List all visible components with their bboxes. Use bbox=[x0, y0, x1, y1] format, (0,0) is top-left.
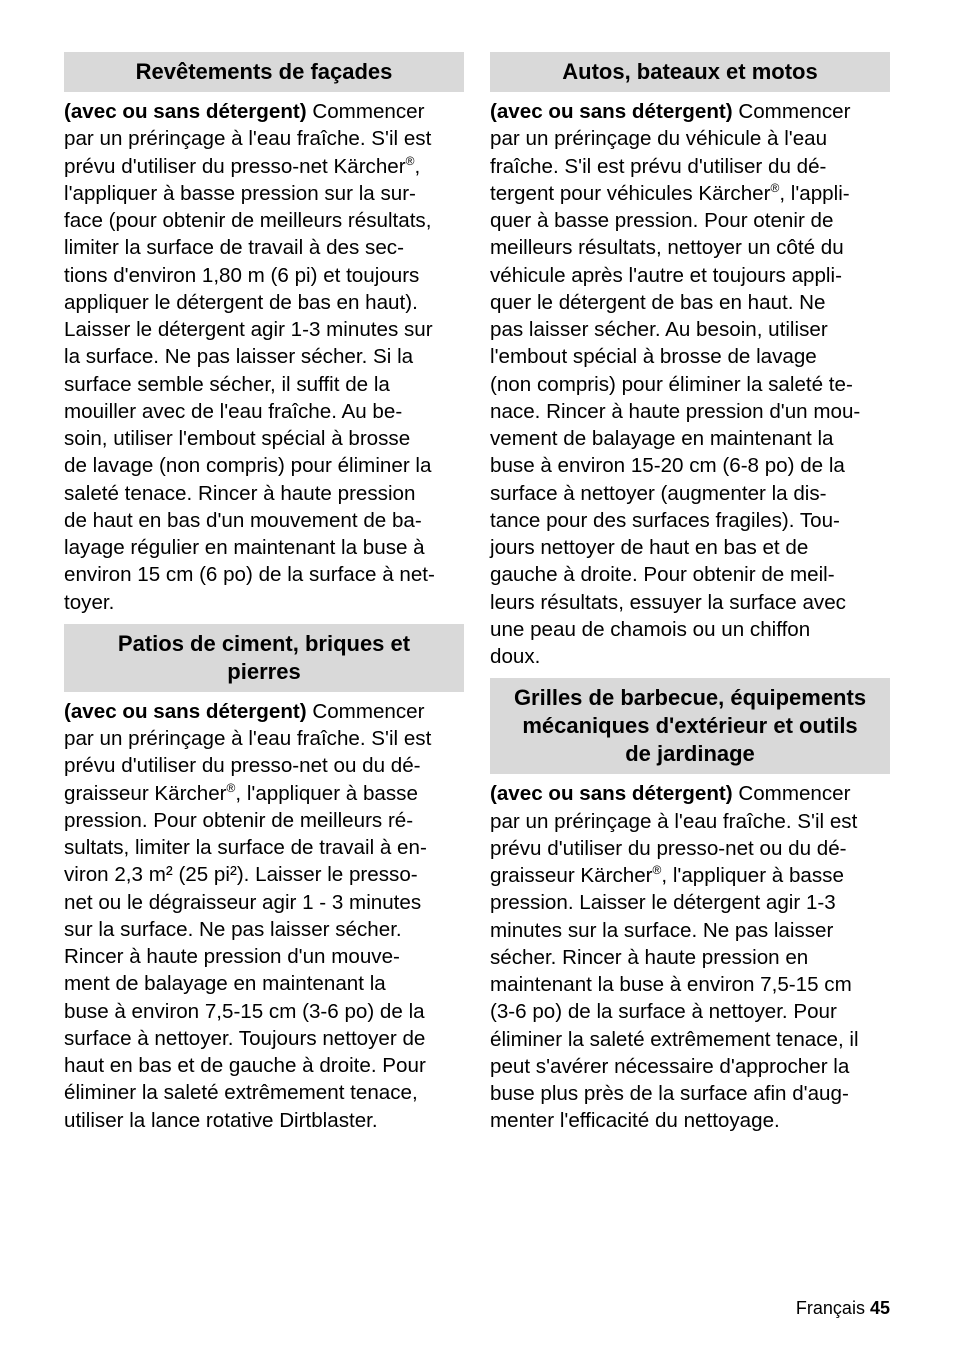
body-text: limiter la surface de travail à des sec- bbox=[64, 236, 404, 260]
section-patios bbox=[64, 624, 464, 1134]
body-text: sur la surface. Ne pas laisser sécher. bbox=[64, 917, 402, 941]
body-text: gauche à droite. Pour obtenir de meil- bbox=[490, 563, 835, 587]
body-text: surface à nettoyer. Toujours nettoyer de bbox=[64, 1026, 426, 1050]
heading-line: Patios de ciment, briques et bbox=[117, 630, 411, 656]
registered-mark: ® bbox=[226, 780, 236, 795]
heading-line: pierres bbox=[227, 658, 301, 684]
body-text: pression. Pour obtenir de meilleurs ré- bbox=[64, 808, 414, 832]
body-text: fraîche. S'il est prévu d'utiliser du dé- bbox=[490, 154, 827, 178]
body-text: Laisser le détergent agir 1-3 minutes sur bbox=[64, 318, 433, 341]
body-text: ment de balayage en maintenant la bbox=[64, 972, 386, 996]
body-text: buse à environ 15-20 cm (6-8 po) de la bbox=[490, 454, 845, 478]
body-text: par un prérinçage à l'eau fraîche. S'il est bbox=[490, 809, 858, 833]
body-text: graisseur Kärcher bbox=[64, 781, 227, 805]
body-text: prévu d'utiliser du presso-net ou du dé- bbox=[64, 754, 421, 778]
footer-language: Français bbox=[795, 1298, 865, 1318]
body-text: mouiller avec de l'eau fraîche. Au be- bbox=[64, 399, 403, 423]
body-text: quer le détergent de bas en haut. Ne bbox=[490, 290, 826, 314]
body-text: surface à nettoyer (augmenter la dis- bbox=[490, 481, 827, 505]
lead-text: (avec ou sans détergent) bbox=[490, 100, 733, 123]
body-text: quer à basse pression. Pour otenir de bbox=[490, 209, 834, 232]
body-text: par un prérinçage à l'eau fraîche. S'il est bbox=[64, 727, 432, 750]
body-text: haut en bas et de gauche à droite. Pour bbox=[64, 1054, 426, 1077]
registered-mark: ® bbox=[770, 180, 780, 195]
body-text: maintenant la buse à environ 7,5-15 cm bbox=[490, 973, 852, 996]
body-text: utiliser la lance rotative Dirtblaster. bbox=[64, 1108, 378, 1132]
body-text: Rincer à haute pression d'un mouve- bbox=[64, 945, 400, 968]
body-text: pas laisser sécher. Au besoin, utiliser bbox=[490, 318, 828, 341]
section-body bbox=[490, 98, 890, 670]
left-column bbox=[64, 52, 464, 1142]
body-text: nace. Rincer à haute pression d'un mou- bbox=[490, 399, 861, 423]
body-text: prévu d'utiliser du presso-net Kärcher bbox=[64, 154, 406, 178]
body-text: viron 2,3 m² (25 pi²). Laisser le presso- bbox=[64, 863, 418, 887]
body-text: menter l'efficacité du nettoyage. bbox=[490, 1109, 780, 1133]
registered-mark: ® bbox=[652, 863, 662, 878]
body-text: Commencer bbox=[732, 782, 851, 806]
page-footer bbox=[796, 1296, 890, 1320]
body-text: de haut en bas d'un mouvement de ba- bbox=[64, 508, 422, 532]
body-text: peut s'avérer nécessaire d'approcher la bbox=[490, 1054, 850, 1078]
body-text: une peau de chamois ou un chiffon bbox=[490, 617, 811, 641]
body-text: éliminer la saleté extrêmement tenace, bbox=[64, 1081, 418, 1105]
body-text: , l'appliquer à basse bbox=[235, 781, 418, 805]
body-text: , l'appliquer à basse bbox=[661, 864, 844, 887]
body-text: véhicule après l'autre et toujours appli- bbox=[490, 263, 842, 287]
registered-mark: ® bbox=[405, 153, 415, 168]
lead-text: (avec ou sans détergent) bbox=[490, 782, 733, 806]
section-body bbox=[490, 780, 890, 1134]
body-text: doux. bbox=[490, 645, 541, 668]
body-text: prévu d'utiliser du presso-net ou du dé- bbox=[490, 836, 847, 860]
body-text: surface semble sécher, il suffit de la bbox=[64, 372, 390, 396]
heading-line: de jardinage bbox=[625, 741, 755, 767]
body-text: leurs résultats, essuyer la surface avec bbox=[490, 590, 846, 614]
body-text: par un prérinçage à l'eau fraîche. S'il est bbox=[64, 127, 432, 151]
body-text: jours nettoyer de haut en bas et de bbox=[490, 536, 809, 559]
section-body bbox=[64, 698, 464, 1134]
body-text: sécher. Rincer à haute pression en bbox=[490, 945, 809, 969]
page-number: 45 bbox=[869, 1298, 890, 1318]
body-text: par un prérinçage du véhicule à l'eau bbox=[490, 127, 828, 151]
body-text: la surface. Ne pas laisser sécher. Si la bbox=[64, 345, 414, 369]
body-text: toyer. bbox=[64, 590, 115, 614]
body-text: tergent pour véhicules Kärcher bbox=[490, 181, 771, 205]
body-text: l'appliquer à basse pression sur la sur- bbox=[64, 181, 416, 205]
section-heading: Autos, bateaux et motos bbox=[490, 52, 890, 92]
body-text: appliquer le détergent de bas en haut). bbox=[64, 290, 418, 314]
section-heading: Revêtements de façades bbox=[64, 52, 464, 92]
body-text: tions d'environ 1,80 m (6 pi) et toujours bbox=[64, 263, 420, 287]
body-text: buse plus près de la surface afin d'aug- bbox=[490, 1082, 849, 1105]
section-facades bbox=[64, 52, 464, 616]
body-text: (3-6 po) de la surface à nettoyer. Pour bbox=[490, 1000, 837, 1024]
section-barbecue bbox=[490, 678, 890, 1134]
body-text: minutes sur la surface. Ne pas laisser bbox=[490, 918, 834, 942]
body-text: Commencer bbox=[306, 100, 425, 123]
body-text: pression. Laisser le détergent agir 1-3 bbox=[490, 891, 836, 915]
lead-text: (avec ou sans détergent) bbox=[64, 100, 307, 123]
body-text: Commencer bbox=[306, 699, 425, 723]
body-text: éliminer la saleté extrêmement tenace, il bbox=[490, 1027, 859, 1051]
body-text: net ou le dégraisseur agir 1 - 3 minutes bbox=[64, 890, 422, 914]
body-text: , l'appli- bbox=[779, 181, 850, 205]
body-text: environ 15 cm (6 po) de la surface à net- bbox=[64, 563, 435, 587]
body-text: sultats, limiter la surface de travail à en- bbox=[64, 836, 427, 859]
body-text: saleté tenace. Rincer à haute pression bbox=[64, 481, 416, 505]
body-text: Commencer bbox=[732, 100, 851, 123]
section-body bbox=[64, 98, 464, 616]
body-text: graisseur Kärcher bbox=[490, 864, 653, 887]
body-text: layage régulier en maintenant la buse à bbox=[64, 536, 425, 559]
body-text: , bbox=[414, 154, 421, 178]
body-text: (non compris) pour éliminer la saleté te- bbox=[490, 372, 853, 396]
body-text: soin, utiliser l'embout spécial à brosse bbox=[64, 427, 411, 450]
body-text: face (pour obtenir de meilleurs résultats, bbox=[64, 209, 432, 232]
body-text: meilleurs résultats, nettoyer un côté du bbox=[490, 236, 844, 260]
section-vehicles bbox=[490, 52, 890, 670]
body-text: tance pour des surfaces fragiles). Tou- bbox=[490, 508, 840, 532]
body-text: vement de balayage en maintenant la bbox=[490, 427, 834, 450]
heading-line: mécaniques d'extérieur et outils bbox=[522, 713, 858, 739]
right-column bbox=[490, 52, 890, 1143]
section-heading bbox=[64, 624, 464, 692]
body-text: l'embout spécial à brosse de lavage bbox=[490, 345, 817, 369]
lead-text: (avec ou sans détergent) bbox=[64, 699, 307, 723]
heading-line: Grilles de barbecue, équipements bbox=[513, 685, 867, 711]
section-heading bbox=[490, 678, 890, 774]
body-text: buse à environ 7,5-15 cm (3-6 po) de la bbox=[64, 999, 425, 1023]
body-text: de lavage (non compris) pour éliminer la bbox=[64, 454, 432, 478]
